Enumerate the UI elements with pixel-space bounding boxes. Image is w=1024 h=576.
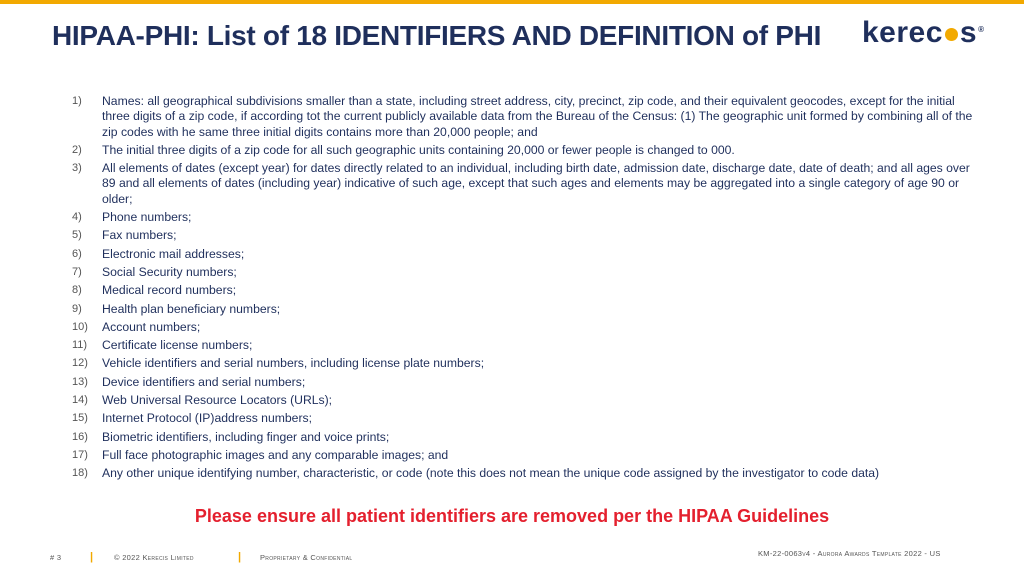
list-item-text: Full face photographic images and any comparable images; and xyxy=(102,447,449,462)
list-item-text: Account numbers; xyxy=(102,319,201,334)
list-item xyxy=(60,320,980,335)
footer-confidential: Proprietary & Confidential xyxy=(260,553,353,562)
list-item-text: Web Universal Resource Locators (URLs); xyxy=(102,393,333,408)
list-item-text: Certificate license numbers; xyxy=(102,338,253,353)
logo-text-start: kerec xyxy=(862,16,943,49)
list-item-text: Any other unique identifying number, characteristic, or code (note this does not mean the unique code assigned by the investigator to code data) xyxy=(102,466,880,481)
page-title: HIPAA-PHI: List of 18 IDENTIFIERS AND DEFINITION of PHI xyxy=(52,20,822,51)
list-item-number: 4) xyxy=(72,211,82,224)
list-item-number: 5) xyxy=(72,229,82,242)
kerecis-logo xyxy=(862,16,985,50)
list-item-number: 7) xyxy=(72,265,82,278)
footer-separator: | xyxy=(238,551,242,563)
list-item-text: Biometric identifiers, including finger and voice prints; xyxy=(102,429,390,444)
list-item-number: 11) xyxy=(72,339,88,352)
list-item xyxy=(60,356,980,371)
list-item-number: 17) xyxy=(72,448,88,461)
identifier-list xyxy=(60,94,980,485)
list-item-number: 1) xyxy=(72,95,82,107)
list-item-text: All elements of dates (except year) for dates directly related to an individual, including birth date, admission date, discharge date, date of death; and all ages over 89 and all elements of dates (including year) indicative of such age, except that such ages and elements may be aggregated into a single category of age 90 or older; xyxy=(102,161,970,206)
hipaa-notice: Please ensure all patient identifiers are removed per the HIPAA Guidelines xyxy=(194,506,830,526)
list-item-number: 16) xyxy=(72,430,88,443)
list-item-number: 6) xyxy=(72,247,82,260)
list-item-number: 3) xyxy=(72,162,82,175)
list-item xyxy=(60,411,980,426)
footer-separator: | xyxy=(90,551,94,563)
list-item xyxy=(60,448,980,463)
list-item-text: Internet Protocol (IP)address numbers; xyxy=(102,411,312,426)
list-item xyxy=(60,210,980,225)
list-item xyxy=(60,265,980,280)
list-item-number: 14) xyxy=(72,394,88,407)
list-item xyxy=(60,466,980,481)
list-item-number: 8) xyxy=(72,284,82,297)
list-item-number: 2) xyxy=(72,143,82,156)
list-item-number: 15) xyxy=(72,412,88,425)
list-item-number: 13) xyxy=(72,375,88,388)
list-item xyxy=(60,94,980,140)
list-item xyxy=(60,161,980,207)
list-item-text: Social Security numbers; xyxy=(102,264,237,279)
logo-dot-icon xyxy=(945,28,958,41)
list-item-text: Phone numbers; xyxy=(102,210,192,225)
list-item-text: Names: all geographical subdivisions smaller than a state, including street address, city, precinct, zip code, and their equivalent geocodes, except for the initial three digits of a zip code, if according tot the current publicly available data from the Bureau of the Census: (1) The geographic unit formed by combining all of the zip codes with he same three initial digits contains more than 20,000 people; and xyxy=(102,94,973,139)
list-item xyxy=(60,375,980,390)
list-item-number: 12) xyxy=(72,357,88,370)
list-item xyxy=(60,430,980,445)
list-item-text: Medical record numbers; xyxy=(102,283,237,298)
list-item-text: Vehicle identifiers and serial numbers, including license plate numbers; xyxy=(102,356,485,371)
list-item xyxy=(60,228,980,243)
list-item-text: Health plan beneficiary numbers; xyxy=(102,301,281,316)
list-item-text: Device identifiers and serial numbers; xyxy=(102,374,306,389)
logo-text-end: s xyxy=(959,16,978,49)
list-item-number: 18) xyxy=(72,467,88,480)
list-item xyxy=(60,338,980,353)
list-item xyxy=(60,302,980,317)
top-accent-bar xyxy=(0,0,1024,4)
list-item xyxy=(60,283,980,298)
list-item-number: 9) xyxy=(72,302,82,315)
list-item-text: Electronic mail addresses; xyxy=(102,246,245,261)
footer-page-number: # 3 xyxy=(50,553,62,562)
list-item-number: 10) xyxy=(72,320,88,333)
list-item-text: Fax numbers; xyxy=(102,228,177,243)
list-item-text: The initial three digits of a zip code for all such geographic units containing 20,000 or fewer people is changed to 000. xyxy=(102,142,735,157)
logo-registered-mark: ® xyxy=(978,24,985,34)
footer-document-id: KM-22-0063v4 - Aurora Awards Template 2022 - US xyxy=(758,549,941,558)
footer-copyright: © 2022 Kerecis Limited xyxy=(114,553,194,562)
list-item xyxy=(60,143,980,158)
list-item xyxy=(60,393,980,408)
list-item xyxy=(60,247,980,262)
